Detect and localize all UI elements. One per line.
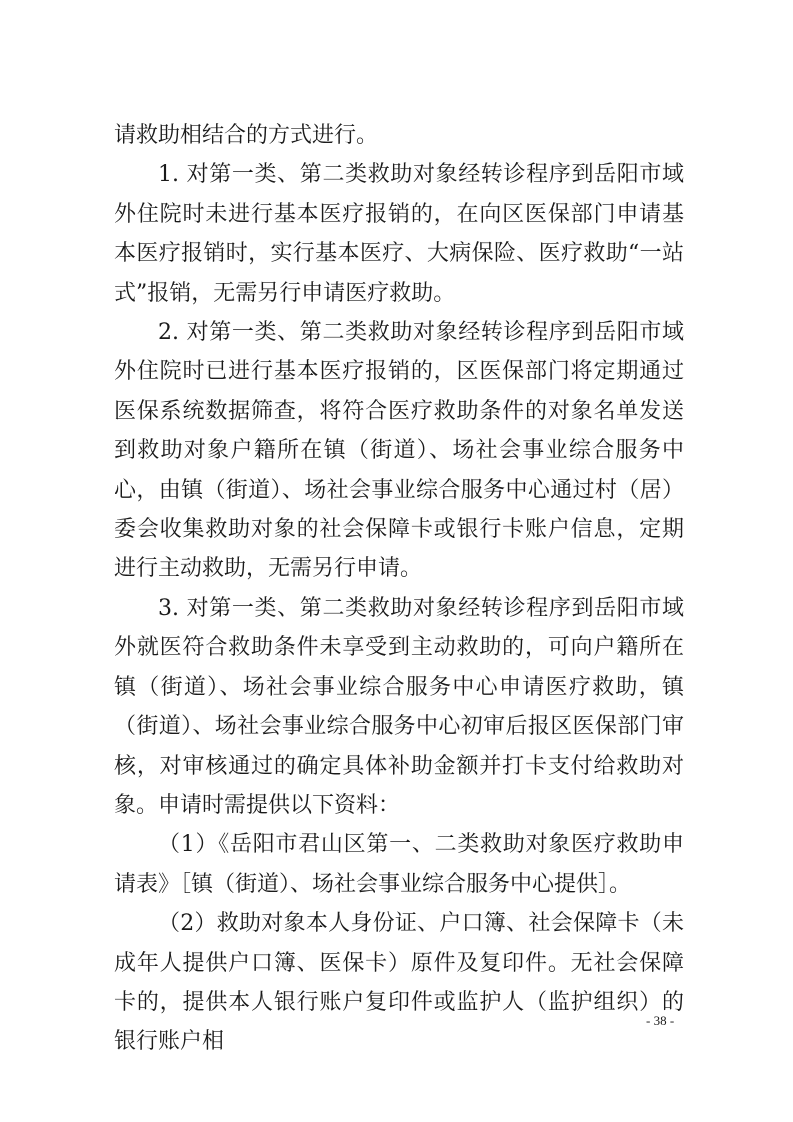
paragraph-subitem-2: （2）救助对象本人身份证、户口簿、社会保障卡（未成年人提供户口簿、医保卡）原件及复印件。无社会保障卡的，提供本人银行账户复印件或监护人（监护组织）的银行账户相 (114, 911, 684, 1055)
body-text (114, 116, 684, 1062)
paragraph-continuation: 请救助相结合的方式进行。 (114, 123, 379, 148)
paragraph-item-3: 3. 对第一类、第二类救助对象经转诊程序到岳阳市域外就医符合救助条件未享受到主动救助的，可向户籍所在镇（街道）、场社会事业综合服务中心申请医疗救助，镇（街道）、场社会事业综合服务中心初审后报区医保部门审核，对审核通过的确定具体补助金额并打卡支付给救助对象。申请时需提供以下资料： (114, 595, 684, 818)
paragraph-subitem-1: （1）《岳阳市君山区第一、二类救助对象医疗救助申请表》［镇（街道）、场社会事业综合服务中心提供］。 (114, 832, 684, 897)
paragraph-item-1: 1. 对第一类、第二类救助对象经转诊程序到岳阳市域外住院时未进行基本医疗报销的，在向区医保部门申请基本医疗报销时，实行基本医疗、大病保险、医疗救助“一站式”报销，无需另行申请医疗救助。 (114, 162, 684, 306)
paragraph-item-2: 2. 对第一类、第二类救助对象经转诊程序到岳阳市域外住院时已进行基本医疗报销的，区医保部门将定期通过医保系统数据筛查，将符合医疗救助条件的对象名单发送到救助对象户籍所在镇（街道）、场社会事业综合服务中心，由镇（街道）、场社会事业综合服务中心通过村（居）委会收集救助对象的社会保障卡或银行卡账户信息，定期进行主动救助，无需另行申请。 (114, 320, 684, 582)
page-number: - 38 - (646, 1013, 675, 1028)
